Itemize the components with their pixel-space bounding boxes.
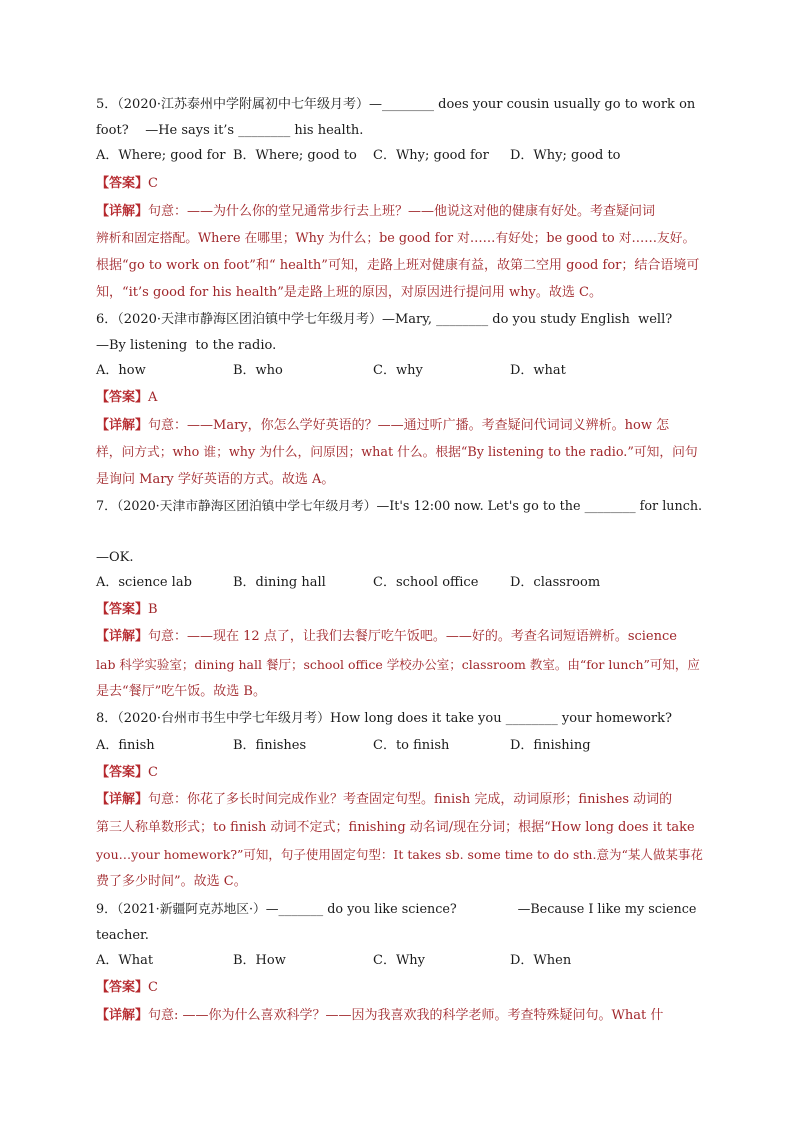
- question-stem-line: 6．（2020·天津市静海区团泊镇中学七年级月考）—Mary, ________ do you study English well?: [96, 312, 673, 327]
- option-b: B．dining hall: [233, 575, 326, 590]
- options-row: [96, 953, 716, 969]
- option-b: B．How: [233, 953, 286, 968]
- answer-line: [96, 765, 158, 781]
- answer-tag: 【答案】: [96, 390, 149, 405]
- option-a: A．Where; good for: [96, 148, 226, 163]
- answer-value: C: [148, 176, 158, 191]
- question-stem-line: 5．（2020·江苏泰州中学附属初中七年级月考）—________ does your cousin usually go to work on: [96, 97, 696, 112]
- option-c: C．Why: [373, 953, 426, 968]
- question-stem-line: 9．（2021·新疆阿克苏地区·）—_______ do you like science? —Because I like my science: [96, 902, 697, 917]
- option-a: A．how: [96, 363, 146, 378]
- detail-line: 样，问方式；who 谁；why 为什么，问原因；what 什么。根据“By listening to the radio.”可知，问句: [96, 445, 698, 460]
- answer-tag: 【答案】: [96, 765, 149, 780]
- option-d: D．When: [510, 953, 572, 968]
- options-row: [96, 148, 716, 164]
- answer-tag: 【答案】: [96, 176, 149, 191]
- question-stem-line: 7．（2020·天津市静海区团泊镇中学七年级月考）—It's 12:00 now. Let's go to the ________ for lunch.: [96, 499, 703, 514]
- option-d: D．classroom: [510, 575, 601, 590]
- detail-line: 根据“go to work on foot”和“ health”可知，走路上班对健康有益，故第二空用 good for；结合语境可: [96, 258, 700, 273]
- option-c: C．to finish: [373, 738, 450, 753]
- detail-line: [96, 418, 669, 434]
- option-d: D．Why; good to: [510, 148, 621, 163]
- detail-line: 知，“it’s good for his health”是走路上班的原因，对原因进行提问用 why。故选 C。: [96, 285, 602, 300]
- question-stem-line: —OK.: [96, 550, 134, 565]
- answer-tag: 【答案】: [96, 602, 149, 617]
- detail-line: you…your homework?”可知，句子使用固定句型：It takes sb. some time to do sth.意为“某人做某事花: [96, 847, 703, 862]
- option-c: C．Why; good for: [373, 148, 489, 163]
- option-d: D．finishing: [510, 738, 591, 753]
- detail-line: [96, 792, 672, 808]
- detail-line: 辨析和固定搭配。Where 在哪里；Why 为什么；be good for 对……有好处；be good to 对……友好。: [96, 231, 696, 246]
- option-c: C．why: [373, 363, 423, 378]
- question-stem-line: foot? —He says it’s ________ his health.: [96, 123, 364, 138]
- options-row: [96, 575, 716, 591]
- detail-line: lab 科学实验室；dining hall 餐厅；school office 学校办公室；classroom 教室。由“for lunch”可知，应: [96, 657, 700, 672]
- answer-value: C: [148, 765, 158, 780]
- detail-line: 是去“餐厅”吃午饭。故选 B。: [96, 684, 266, 699]
- detail-line: [96, 1008, 663, 1024]
- detail-line: [96, 204, 655, 220]
- detail-tag: 【详解】: [96, 418, 149, 433]
- question-stem-line: 8．（2020·台州市书生中学七年级月考）How long does it take you ________ your homework?: [96, 711, 672, 726]
- option-a: A．science lab: [96, 575, 192, 590]
- detail-text: 句意：——为什么你的堂兄通常步行去上班？——他说这对他的健康有好处。考查疑问词: [148, 204, 656, 219]
- answer-line: [96, 176, 158, 192]
- option-c: C．school office: [373, 575, 479, 590]
- option-a: A．What: [96, 953, 154, 968]
- detail-text: 句意：——Mary，你怎么学好英语的？——通过听广播。考查疑问代词词义辨析。how 怎: [148, 418, 670, 433]
- detail-text: 句意：你花了多长时间完成作业？考查固定句型。finish 完成，动词原形；finishes 动词的: [148, 792, 673, 807]
- detail-line: [96, 629, 677, 645]
- detail-tag: 【详解】: [96, 1008, 149, 1023]
- detail-text: 句意：——现在 12 点了，让我们去餐厅吃午饭吧。——好的。考查名词短语辨析。science: [148, 629, 677, 644]
- options-row: [96, 738, 716, 754]
- detail-tag: 【详解】: [96, 204, 149, 219]
- answer-tag: 【答案】: [96, 980, 149, 995]
- option-b: B．Where; good to: [233, 148, 357, 163]
- answer-value: A: [148, 390, 158, 405]
- detail-tag: 【详解】: [96, 629, 149, 644]
- detail-tag: 【详解】: [96, 792, 149, 807]
- detail-text: 句意: ——你为什么喜欢科学？——因为我喜欢我的科学老师。考查特殊疑问句。What 什: [148, 1008, 664, 1023]
- option-b: B．who: [233, 363, 283, 378]
- answer-line: [96, 602, 158, 618]
- answer-value: B: [148, 602, 158, 617]
- options-row: [96, 363, 716, 379]
- detail-line: 第三人称单数形式；to finish 动词不定式；finishing 动名词/现在分词；根据“How long does it take: [96, 820, 695, 835]
- question-stem-line: teacher.: [96, 928, 149, 943]
- answer-line: [96, 980, 158, 996]
- option-d: D．what: [510, 363, 566, 378]
- option-a: A．finish: [96, 738, 155, 753]
- answer-value: C: [148, 980, 158, 995]
- detail-line: 是询问 Mary 学好英语的方式。故选 A。: [96, 472, 335, 487]
- answer-line: [96, 390, 157, 406]
- option-b: B．finishes: [233, 738, 307, 753]
- question-stem-line: —By listening to the radio.: [96, 338, 277, 353]
- detail-line: 费了多少时间”。故选 C。: [96, 874, 247, 889]
